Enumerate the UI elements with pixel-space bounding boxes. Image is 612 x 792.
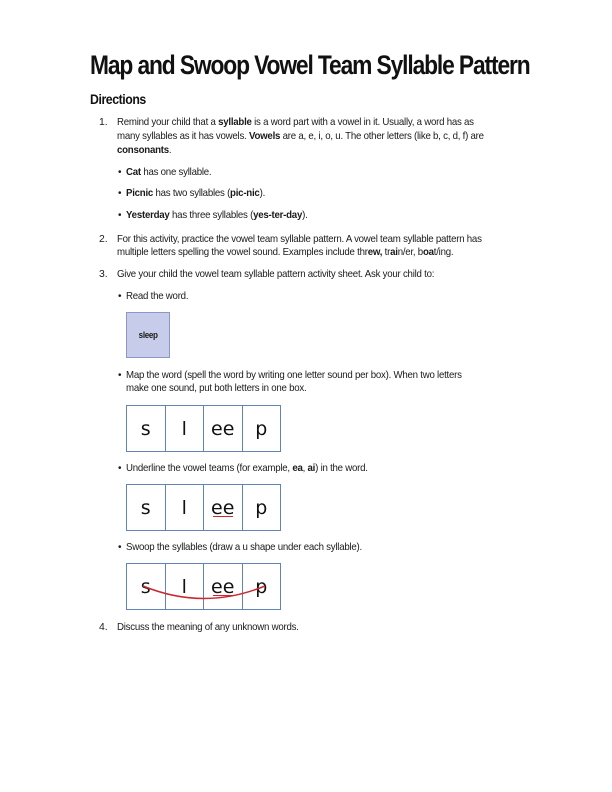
step-4-number: 4. xyxy=(99,622,108,633)
word-card-text: sleep xyxy=(138,329,158,341)
bullet-dot: • xyxy=(118,188,122,199)
bullet-dot: • xyxy=(118,291,122,302)
letter-box: ee xyxy=(204,406,243,451)
read-word-instruction: Read the word. xyxy=(126,291,189,302)
letter-box: p xyxy=(255,417,268,440)
step-1-line-1: Remind your child that a syllable is a word part with a vowel in it. Usually, a word has as xyxy=(117,117,474,128)
step-3-number: 3. xyxy=(99,269,108,280)
letter-box: l xyxy=(166,564,205,609)
step-1-line-3: consonants. xyxy=(117,145,172,156)
bullet-dot: • xyxy=(118,210,122,221)
step-2-line-1: For this activity, practice the vowel team syllable pattern. A vowel team syllable pattern has xyxy=(117,234,482,245)
step-2-number: 2. xyxy=(99,234,108,245)
step-1-number: 1. xyxy=(99,117,108,128)
directions-heading: Directions xyxy=(90,91,146,107)
word-card xyxy=(126,312,170,358)
vowel-team-underline xyxy=(213,516,233,517)
bullet-picnic: Picnic has two syllables (pic-nic). xyxy=(126,188,266,199)
swoop-instruction: Swoop the syllables (draw a u shape under each syllable). xyxy=(126,542,363,553)
map-instruction-line-1: Map the word (spell the word by writing one letter sound per box). When two letters xyxy=(126,370,462,381)
letter-box-vowel-team: ee xyxy=(204,564,243,609)
bullet-dot: • xyxy=(118,167,122,178)
letter-box: l xyxy=(166,485,205,530)
letter-box: s xyxy=(127,485,166,530)
bullet-dot: • xyxy=(118,542,122,553)
underline-instruction: Underline the vowel teams (for example, ea, ai) in the word. xyxy=(126,463,368,474)
step-3-line-1: Give your child the vowel team syllable pattern activity sheet. Ask your child to: xyxy=(117,269,435,280)
syllable-swoop-arc xyxy=(126,563,286,613)
bullet-yesterday: Yesterday has three syllables (yes-ter-day). xyxy=(126,210,308,221)
letter-box: s xyxy=(127,564,166,609)
letter-box: l xyxy=(166,406,205,451)
underline-letter-boxes xyxy=(126,484,281,531)
bullet-dot: • xyxy=(118,463,122,474)
page-title: Map and Swoop Vowel Team Syllable Pattern xyxy=(90,50,530,80)
step-2-line-2: multiple letters spelling the vowel sound. Examples include threw, train/er, boat/ing. xyxy=(117,247,454,258)
bullet-cat: Cat has one syllable. xyxy=(126,167,212,178)
letter-box-vowel-team: ee xyxy=(204,485,243,530)
letter-box: s xyxy=(127,406,166,451)
letter-box: p xyxy=(255,496,268,519)
letter-box: p xyxy=(255,575,268,598)
map-instruction-line-2: make one sound, put both letters in one box. xyxy=(126,383,307,394)
bullet-dot: • xyxy=(118,370,122,381)
map-letter-boxes xyxy=(126,405,281,452)
step-4-line-1: Discuss the meaning of any unknown words. xyxy=(117,622,299,633)
step-1-line-2: many syllables as it has vowels. Vowels are a, e, i, o, u. The other letters (like b, c, d, f) are xyxy=(117,131,484,142)
